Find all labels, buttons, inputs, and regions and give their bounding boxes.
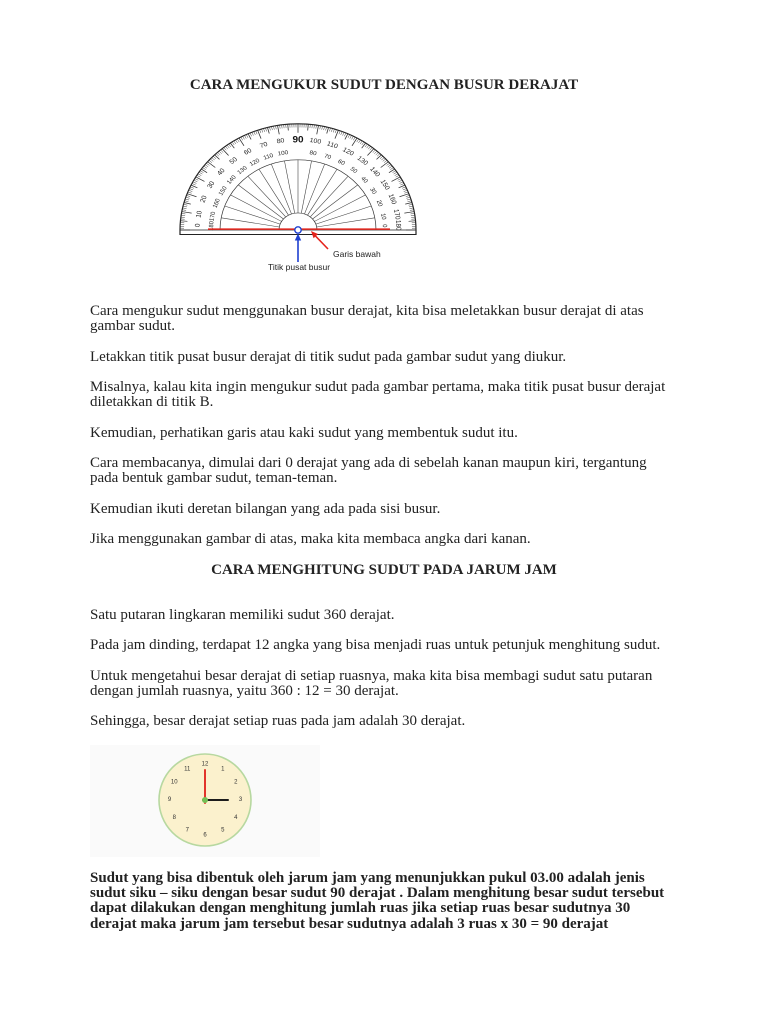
protractor-inner-number: 180 — [208, 221, 216, 231]
protractor-outer-number: 100 — [308, 137, 322, 146]
conclusion-line: Sudut yang bisa dibentuk oleh jarum jam yang menunjukkan pukul 03.00 adalah jenis — [90, 870, 645, 886]
paragraph-line: pada bentuk gambar sudut, teman-teman. — [90, 470, 338, 487]
protractor-inner-number: 50 — [348, 166, 358, 175]
paragraph — [90, 714, 710, 729]
paragraph — [90, 456, 710, 486]
paragraph-line: Cara membacanya, dimulai dari 0 derajat yang ada di sebelah kanan maupun kiri, tergantung — [90, 454, 647, 471]
clock-number: 2 — [234, 779, 238, 786]
conclusion-line: sudut siku – siku dengan besar sudut 90 derajat . Dalam menghitung besar sudut tersebut — [90, 885, 665, 902]
protractor-outer-number: 180 — [393, 219, 402, 231]
protractor-outer-number: 10 — [195, 210, 204, 219]
clock-number: 1 — [221, 766, 225, 773]
protractor-outer-number: 80 — [276, 137, 286, 146]
paragraph — [90, 669, 710, 699]
protractor-outer-number: 140 — [368, 165, 382, 179]
protractor-inner-number: 100 — [277, 150, 289, 158]
paragraph-line: Kemudian ikuti deretan bilangan yang ada pada sisi busur. — [90, 500, 441, 517]
paragraph — [90, 638, 710, 653]
protractor-inner-number: 160 — [212, 198, 222, 209]
protractor-body-group — [180, 124, 416, 235]
clock-number: 8 — [172, 814, 176, 821]
paragraph-line: Cara mengukur sudut menggunakan busur derajat, kita bisa meletakkan busur derajat di atas — [90, 303, 644, 319]
conclusion-line: derajat maka jarum jam tersebut besar sudutnya adalah 3 ruas x 30 = 90 derajat — [90, 915, 609, 932]
section-protractor-text — [90, 304, 710, 562]
protractor-outer-number: 70 — [258, 141, 269, 150]
protractor-inner-number: 10 — [378, 212, 387, 221]
protractor-outer-number: 110 — [325, 140, 339, 151]
protractor-outer-number: 30 — [206, 180, 217, 190]
protractor-outer-number: 50 — [228, 156, 240, 166]
protractor-outer-number: 20 — [199, 194, 209, 204]
conclusion-line: dapat dilakukan dengan menghitung jumlah ruas jika setiap ruas besar sudutnya 30 — [90, 900, 631, 917]
protractor-inner-number: 60 — [336, 158, 346, 168]
protractor-inner-number: 20 — [374, 199, 383, 208]
protractor-outer-number: 0 — [194, 223, 202, 228]
paragraph-line: Kemudian, perhatikan garis atau kaki sudut yang membentuk sudut itu. — [90, 424, 518, 441]
conclusion-paragraph — [90, 871, 710, 932]
paragraph-line: Sehingga, besar derajat setiap ruas pada jam adalah 30 derajat. — [90, 713, 466, 730]
protractor-inner-number: 150 — [218, 185, 229, 197]
clock-figure — [90, 745, 320, 857]
clock-diagram — [90, 745, 320, 857]
base-line-pointer-arrow-line — [315, 236, 328, 250]
section-heading-protractor: CARA MENGUKUR SUDUT DENGAN BUSUR DERAJAT — [189, 77, 579, 93]
paragraph-line: Jika menggunakan gambar di atas, maka kita membaca angka dari kanan. — [90, 530, 531, 547]
paragraph — [90, 304, 710, 334]
clock-number: 11 — [184, 766, 191, 773]
protractor-outer-number: 170 — [391, 208, 402, 221]
section-heading-clock: CARA MENGHITUNG SUDUT PADA JARUM JAM — [211, 562, 557, 578]
paragraph — [90, 608, 710, 623]
protractor-outer-number: 40 — [216, 167, 227, 177]
paragraph — [90, 532, 710, 547]
section-clock-text — [90, 608, 710, 745]
protractor-outer-number: 150 — [378, 178, 391, 192]
paragraph — [90, 502, 710, 517]
protractor-inner-number: 80 — [308, 150, 317, 158]
paragraph-line: gambar sudut. — [90, 318, 175, 335]
protractor-figure — [170, 110, 430, 275]
protractor-inner-number: 130 — [236, 165, 249, 176]
protractor-diagram — [170, 110, 430, 275]
protractor-outer-number: 60 — [242, 147, 254, 157]
protractor-outer-number: 130 — [355, 155, 370, 167]
clock-number: 12 — [201, 761, 209, 768]
protractor-inner-number: 0 — [380, 224, 388, 228]
paragraph — [90, 426, 710, 441]
protractor-inner-number: 170 — [209, 211, 218, 222]
protractor-center-point — [295, 227, 301, 233]
clock-number: 9 — [167, 797, 172, 803]
paragraph-line: Untuk mengetahui besar derajat di setiap ruasnya, maka kita bisa membagi sudut satu putaran — [90, 667, 653, 684]
protractor-outer-number: 160 — [386, 193, 398, 206]
protractor-outer-number: 90 — [292, 134, 304, 146]
protractor-inner-number: 40 — [359, 176, 369, 185]
label-base-line: Garis bawah — [333, 249, 381, 259]
protractor-inner-number: 140 — [226, 174, 238, 186]
paragraph-line: diletakkan di titik B. — [90, 394, 214, 411]
protractor-inner-number: 70 — [323, 153, 332, 162]
paragraph-line: Pada jam dinding, terdapat 12 angka yang bisa menjadi ruas untuk petunjuk menghitung sudut. — [90, 637, 661, 654]
paragraph-line: Misalnya, kalau kita ingin mengukur sudut pada gambar pertama, maka titik pusat busur derajat — [90, 378, 666, 395]
label-center-point: Titik pusat busur — [268, 262, 331, 272]
protractor-inner-number: 110 — [262, 153, 275, 162]
paragraph — [90, 380, 710, 410]
clock-number: 3 — [238, 797, 243, 803]
clock-number: 4 — [234, 814, 238, 821]
paragraph-line: Satu putaran lingkaran memiliki sudut 360 derajat. — [90, 607, 395, 623]
clock-number: 6 — [203, 832, 207, 839]
protractor-outer-number: 120 — [341, 146, 355, 158]
paragraph — [90, 350, 710, 365]
protractor-inner-number: 30 — [367, 187, 377, 196]
paragraph-line: dengan jumlah ruasnya, yaitu 360 : 12 = 30 derajat. — [90, 682, 399, 699]
clock-number: 5 — [221, 827, 225, 834]
paragraph-line: Letakkan titik pusat busur derajat di titik sudut pada gambar sudut yang diukur. — [90, 348, 567, 365]
clock-number: 7 — [185, 827, 189, 834]
protractor-inner-number: 120 — [248, 158, 262, 168]
clock-center-pin — [202, 797, 208, 803]
clock-number: 10 — [170, 779, 178, 786]
